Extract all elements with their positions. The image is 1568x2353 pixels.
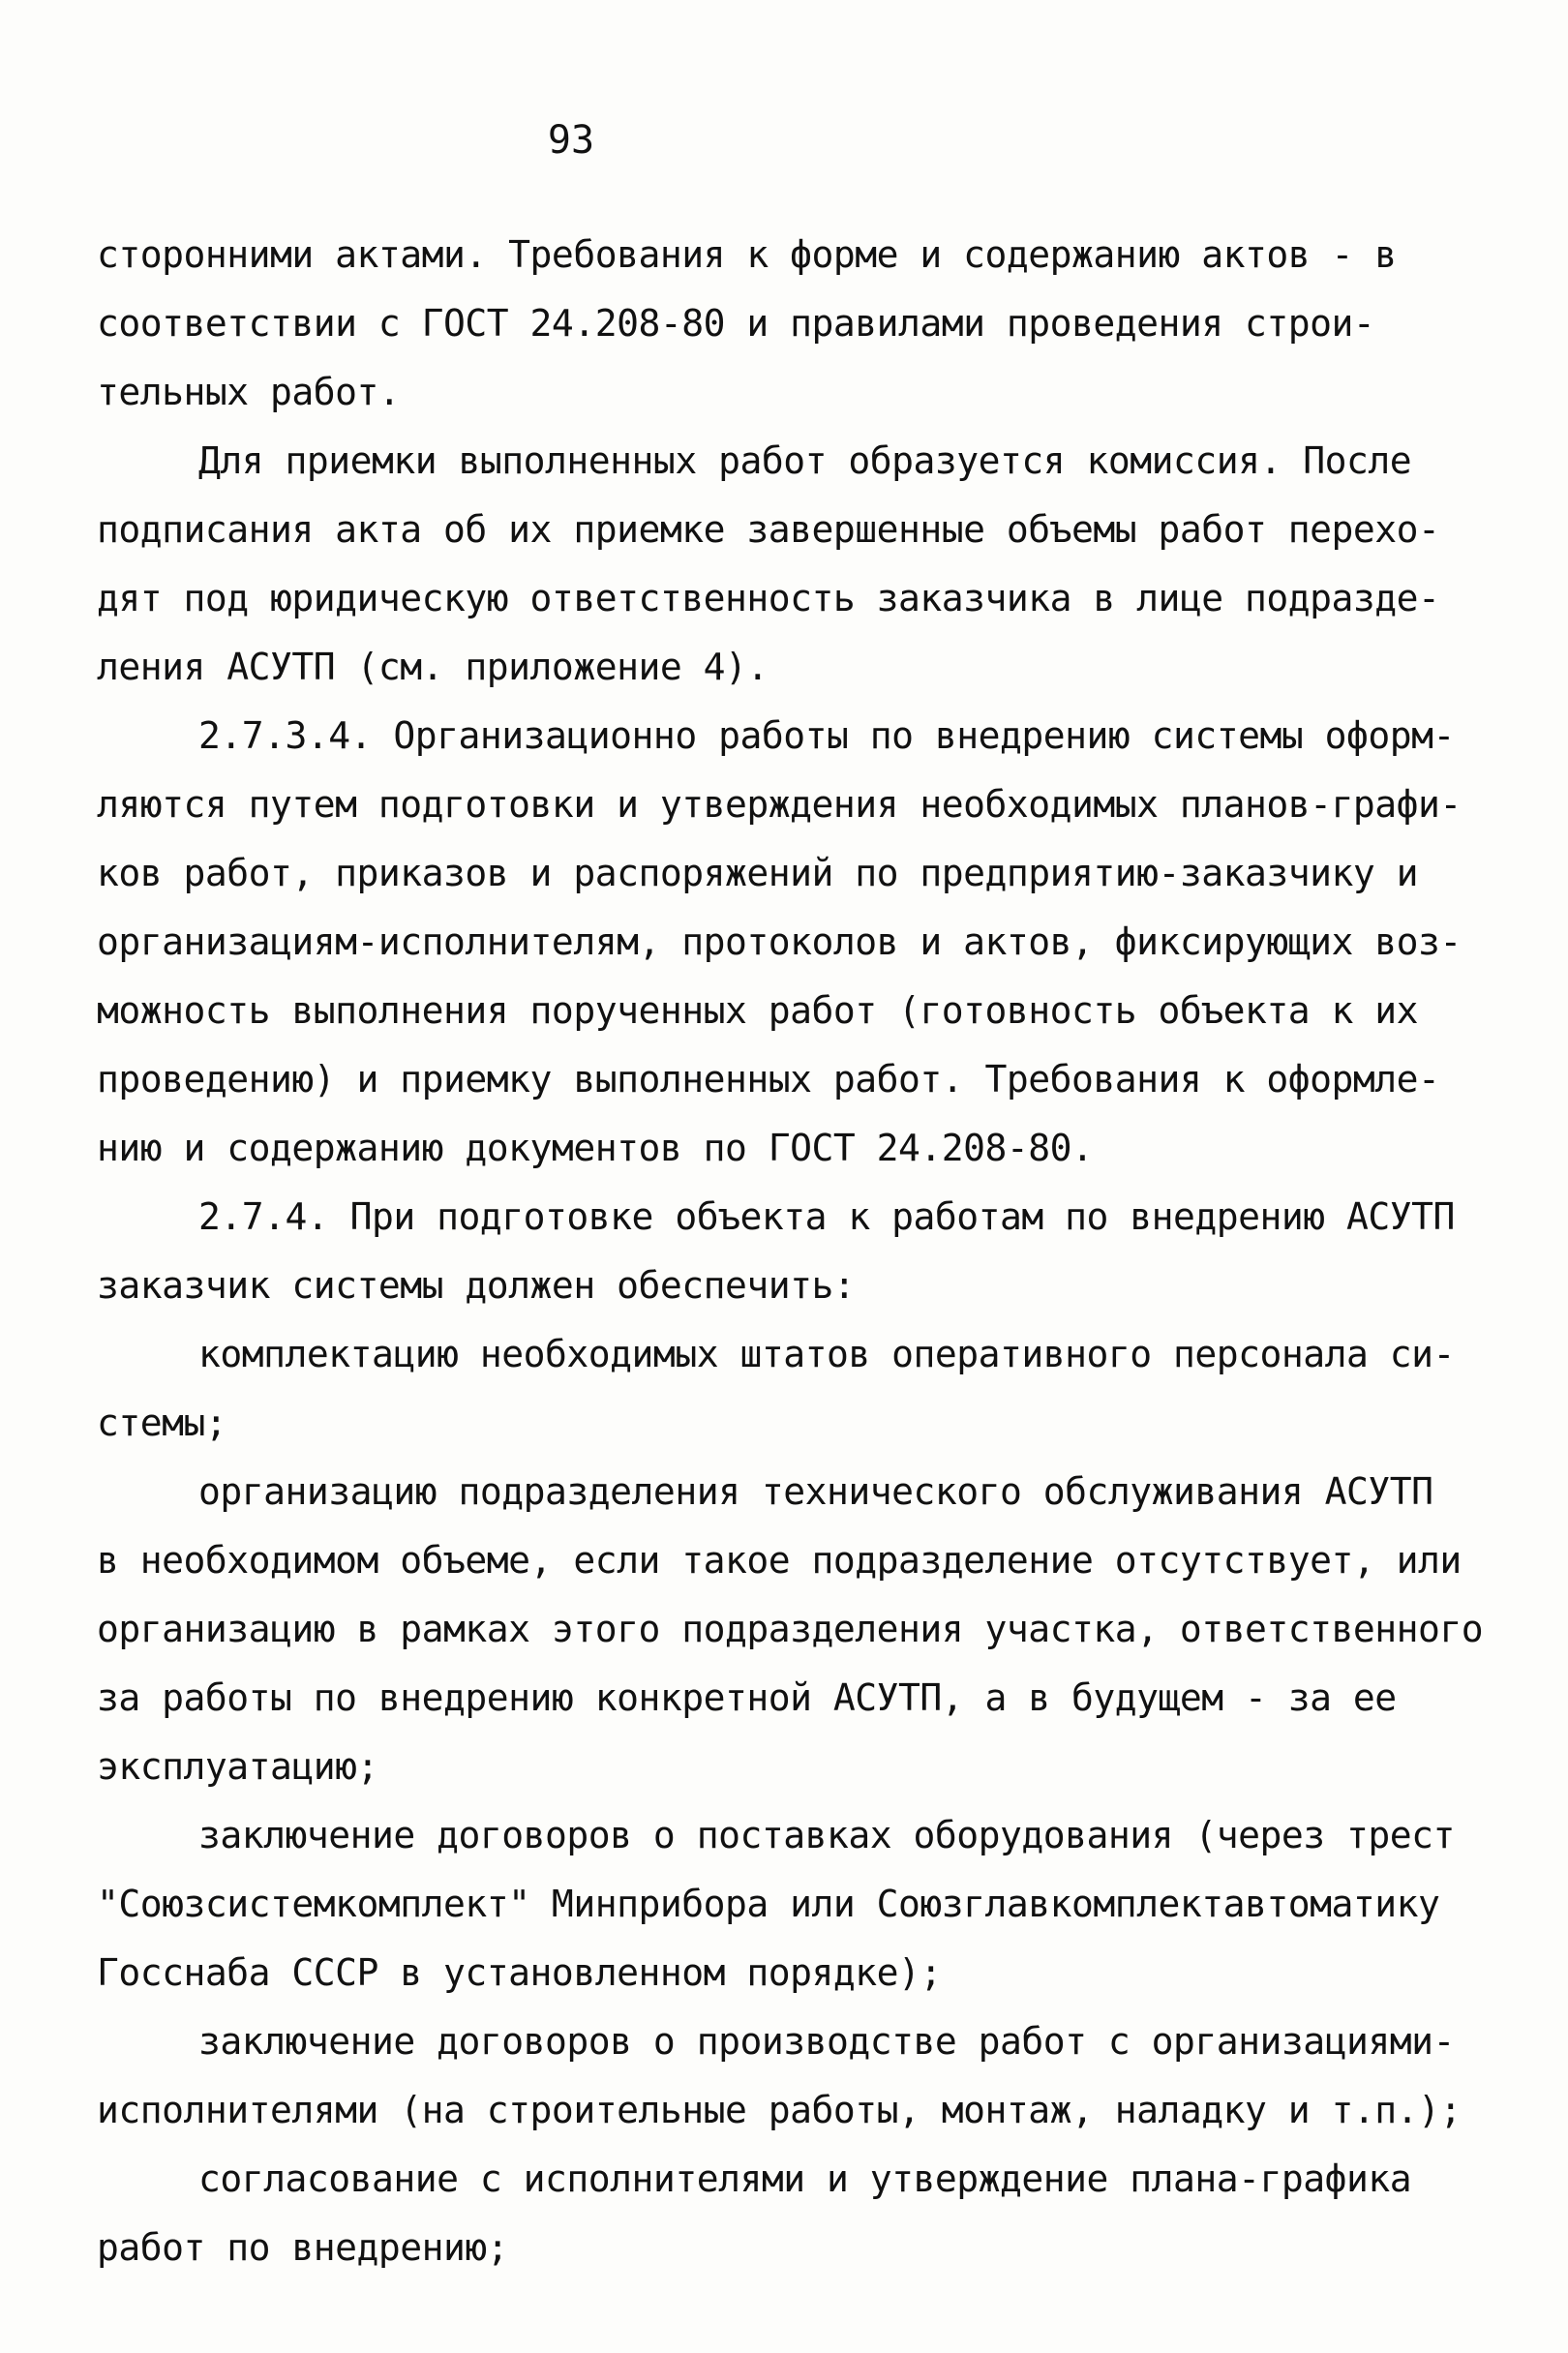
text-line: нию и содержанию документов по ГОСТ 24.208-80. bbox=[97, 1127, 1094, 1169]
text-line: заключение договоров о производстве работ с организациями- bbox=[198, 2020, 1455, 2063]
text-line: "Союзсистемкомплект" Минприбора или Союзглавкомплектавтоматику bbox=[97, 1883, 1440, 1925]
text-line: можность выполнения порученных работ (готовность объекта к их bbox=[97, 989, 1419, 1032]
text-line: тельных работ. bbox=[97, 371, 401, 413]
text-line: Госснаба СССР в установленном порядке); bbox=[97, 1951, 942, 1994]
text-line: комплектацию необходимых штатов оперативного персонала си- bbox=[198, 1333, 1455, 1375]
text-line: ков работ, приказов и распоряжений по предприятию-заказчику и bbox=[97, 852, 1419, 894]
text-line: организацию подразделения технического обслуживания АСУТП bbox=[198, 1470, 1433, 1513]
text-line: 2.7.4. При подготовке объекта к работам по внедрению АСУТП bbox=[198, 1195, 1455, 1238]
text-line: Для приемки выполненных работ образуется комиссия. После bbox=[198, 439, 1412, 482]
list-item-work-contracts bbox=[97, 2007, 1462, 2145]
text-line: ления АСУТП (см. приложение 4). bbox=[97, 646, 769, 688]
text-line: дят под юридическую ответственность заказчика в лице подразде- bbox=[97, 577, 1440, 619]
text-line: согласование с исполнителями и утверждение плана-графика bbox=[198, 2157, 1412, 2200]
paragraph-1 bbox=[97, 221, 1462, 427]
document-body bbox=[97, 221, 1484, 2282]
text-line: организацию в рамках этого подразделения участка, ответственного bbox=[97, 1608, 1484, 1650]
text-line: подписания акта об их приемке завершенные объемы работ перехо- bbox=[97, 508, 1440, 551]
text-line: заключение договоров о поставках оборудования (через трест bbox=[198, 1814, 1455, 1856]
text-line: эксплуатацию; bbox=[97, 1745, 378, 1788]
list-item-maintenance-unit bbox=[97, 1458, 1484, 1801]
list-item-staffing bbox=[97, 1320, 1462, 1458]
text-line: сторонними актами. Требования к форме и содержанию актов - в bbox=[97, 233, 1397, 276]
text-line: соответствии с ГОСТ 24.208-80 и правилами проведения строи- bbox=[97, 302, 1375, 345]
text-line: 2.7.3.4. Организационно работы по внедрению системы оформ- bbox=[198, 714, 1455, 757]
paragraph-section-2-7-3-4 bbox=[97, 702, 1462, 1183]
text-line: исполнителями (на строительные работы, монтаж, наладку и т.п.); bbox=[97, 2089, 1462, 2131]
text-line: в необходимом объеме, если такое подразделение отсутствует, или bbox=[97, 1539, 1462, 1582]
text-line: проведению) и приемку выполненных работ. Требования к оформле- bbox=[97, 1058, 1440, 1101]
paragraph-section-2-7-4 bbox=[97, 1183, 1462, 1320]
page-number: 93 bbox=[547, 118, 595, 163]
list-item-schedule-approval bbox=[97, 2145, 1462, 2282]
paragraph-2 bbox=[97, 427, 1462, 702]
list-item-supply-contracts bbox=[97, 1801, 1462, 2007]
text-line: организациям-исполнителям, протоколов и актов, фиксирующих воз- bbox=[97, 920, 1462, 963]
text-line: заказчик системы должен обеспечить: bbox=[97, 1264, 856, 1307]
text-line: ляются путем подготовки и утверждения необходимых планов-графи- bbox=[97, 783, 1462, 826]
text-line: работ по внедрению; bbox=[97, 2226, 509, 2269]
text-line: за работы по внедрению конкретной АСУТП, а в будущем - за ее bbox=[97, 1676, 1397, 1719]
text-line: стемы; bbox=[97, 1402, 227, 1444]
